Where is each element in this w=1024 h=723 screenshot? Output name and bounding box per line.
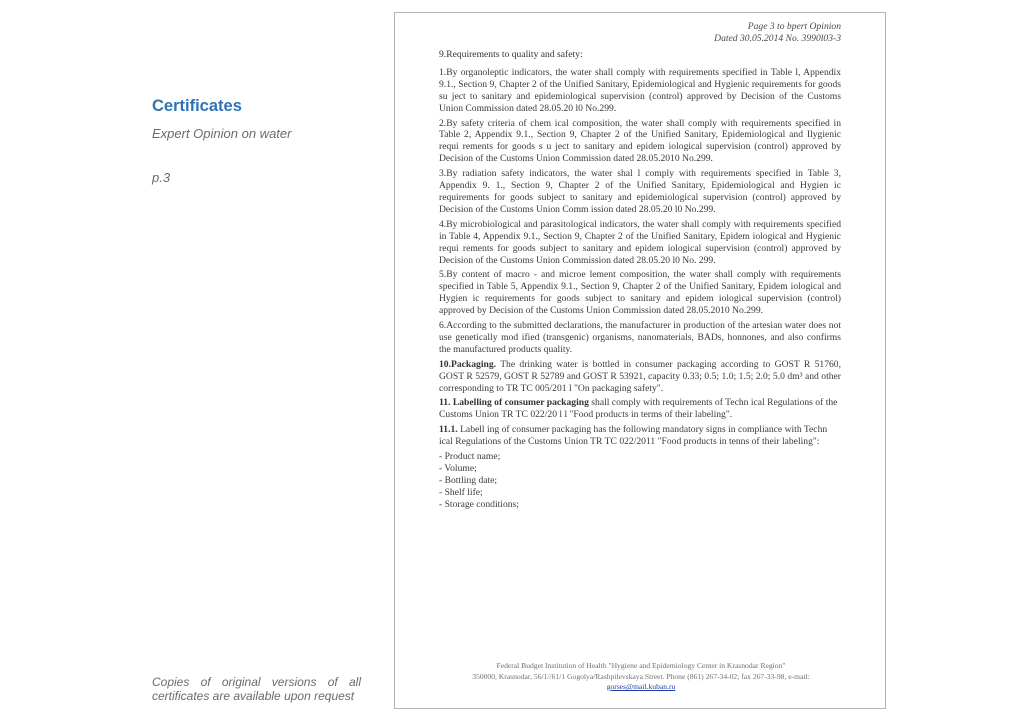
paragraph-microelement [439, 269, 841, 317]
list-item: - Product name; [439, 451, 501, 463]
slide-subtitle: Expert Opinion on water [152, 126, 292, 141]
paragraph-microbiological [439, 219, 841, 267]
header-date-number: Dated 30.05.2014 No. 3990l03-3 [714, 32, 841, 44]
paragraph-radiation [439, 168, 841, 216]
paragraph-text: 3.By radiation safety indicators, the water shal l comply with requirements specified in Table 3, Appendix 9. 1., Section 9, Chapter 2 of the Unified Sanitary, Epidemiological and Hygien ic requirements for goods subject to sanitary and epidemiological supervision (control) approved by Decision of the Customs Union Comm ission dated 28.05.20 l0 No.299. [439, 168, 841, 215]
list-item: - Shelf life; [439, 486, 483, 498]
document-header [439, 21, 841, 44]
list-item: - Storage conditions; [439, 498, 519, 510]
paragraph-text: 4.By microbiological and parasitological indicators, the water shall comply with requirements specified in Table 4, Appendix 9.1., Section 9, Chapter 2 of the Unified Sanitary, Epidem iological and Hygienic requi rements for goods subject to sanitary and epidem iological supervision (control) approved by Decision of the Customs Union Commission dated 28.05.20 l0 No. 299. [439, 218, 841, 266]
paragraph-labelling [439, 397, 841, 421]
list-item: - Bottling date; [439, 474, 498, 486]
footer-address: 350000, Krasnodar, 56/1//61/1 Gogolya/Rashpilevskaya Street. Phone (861) 267-34-02; fax 267-33-98, e-mail: [472, 671, 810, 681]
footer-email-link[interactable]: gorses@mail.kuban.ru [606, 682, 676, 691]
paragraph-text: 6.According to the submitted declarations, the manufacturer in production of the artesian water does not use genetically mod ified (transgenic) organisms, nanomaterials, BADs, honnones, and also confirms the manufactured products quality. [439, 320, 841, 355]
document-footer [415, 661, 867, 693]
paragraph-text: The drinking water is bottled in consumer packaging according to GOST R 51760, GOST R 52579, GOST R 52789 and GOST R 53921, capacity 0.33; 0.5; 1.0; 1.5; 2.0; 5.0 dm³ and other corresponding to TR TC 005/201 l "On packaging safety". [439, 358, 841, 394]
paragraph-text: shall comply with requirements of Techn ical Regulations of the Customs Union TR TC 022/20 l l "Food products in terms of their labeling". [439, 397, 838, 421]
paragraph-declarations [439, 320, 841, 356]
paragraph-packaging [439, 359, 841, 395]
paragraph-prefix: 11. Labelling of consumer packaging [439, 397, 589, 409]
slide-title: Certificates [152, 97, 242, 115]
page-label: p.3 [152, 170, 171, 185]
paragraph-organoleptic [439, 67, 841, 115]
paragraph-prefix: 11.1. [439, 424, 458, 436]
footer-institution: Federal Budget Institution of Health "Hygiene and Epidemiology Center in Krasnodar Region" [496, 661, 786, 670]
mandatory-signs-list [439, 451, 841, 511]
paragraph-text: Labell ing of consumer packaging has the following mandatory signs in compliance with Techn ical Regulations of the Customs Union TR TC 022/2011 "Food products in tenns of their labeling": [439, 424, 828, 448]
paragraph-text: 1.By organoleptic indicators, the water shall comply with requirements specified in Table l, Appendix 9.1., Section 9, Chapter 2 of the Unified Sanitary, Epidemiological and Hygienic requirements for goods su ject to sanitary and epidemiological supervision (control) approved by Decision of the Customs Union Commission dated 28.05.20 l0 No.299. [439, 66, 841, 114]
paragraph-chemical [439, 118, 841, 166]
header-page-reference: Page 3 to bpert Opinion [747, 21, 841, 32]
paragraph-labelling-signs [439, 424, 841, 448]
paragraph-text: 5.By content of macro - and microe lement composition, the water shall comply with requirements specified in Table 5, Appendix 9.1., Section 9, Chapter 2 of the Unified Sanitary, Epidem iological and Hygien ic requirements for goods subject to sanitary and epidem iological supervision (control) approved by Decision of the Customs Union Commission dated 28.05.2010 No.299. [439, 269, 841, 317]
document-body [439, 21, 841, 511]
list-item: - Volume; [439, 463, 477, 474]
paragraph-text: 2.By safety criteria of chem ical composition, the water shall comply with requirements specified in Table 2, Appendix 9.1., Section 9, Chapter 2 of the Unified Sanitary, Epidemiological and Ilygienic requi rements for goods s u ject to sanitary and epidem iological supervision (control) approved by Decision of the Customs Union Commission dated 28.05.2010 No.299. [439, 117, 841, 165]
paragraph-prefix: 10.Packaging. [439, 358, 497, 370]
certificates-note: Copies of original versions of all certificates are available upon request [152, 675, 361, 703]
section-title: 9.Requirements to quality and safety: [439, 49, 583, 60]
scanned-document [394, 12, 886, 709]
